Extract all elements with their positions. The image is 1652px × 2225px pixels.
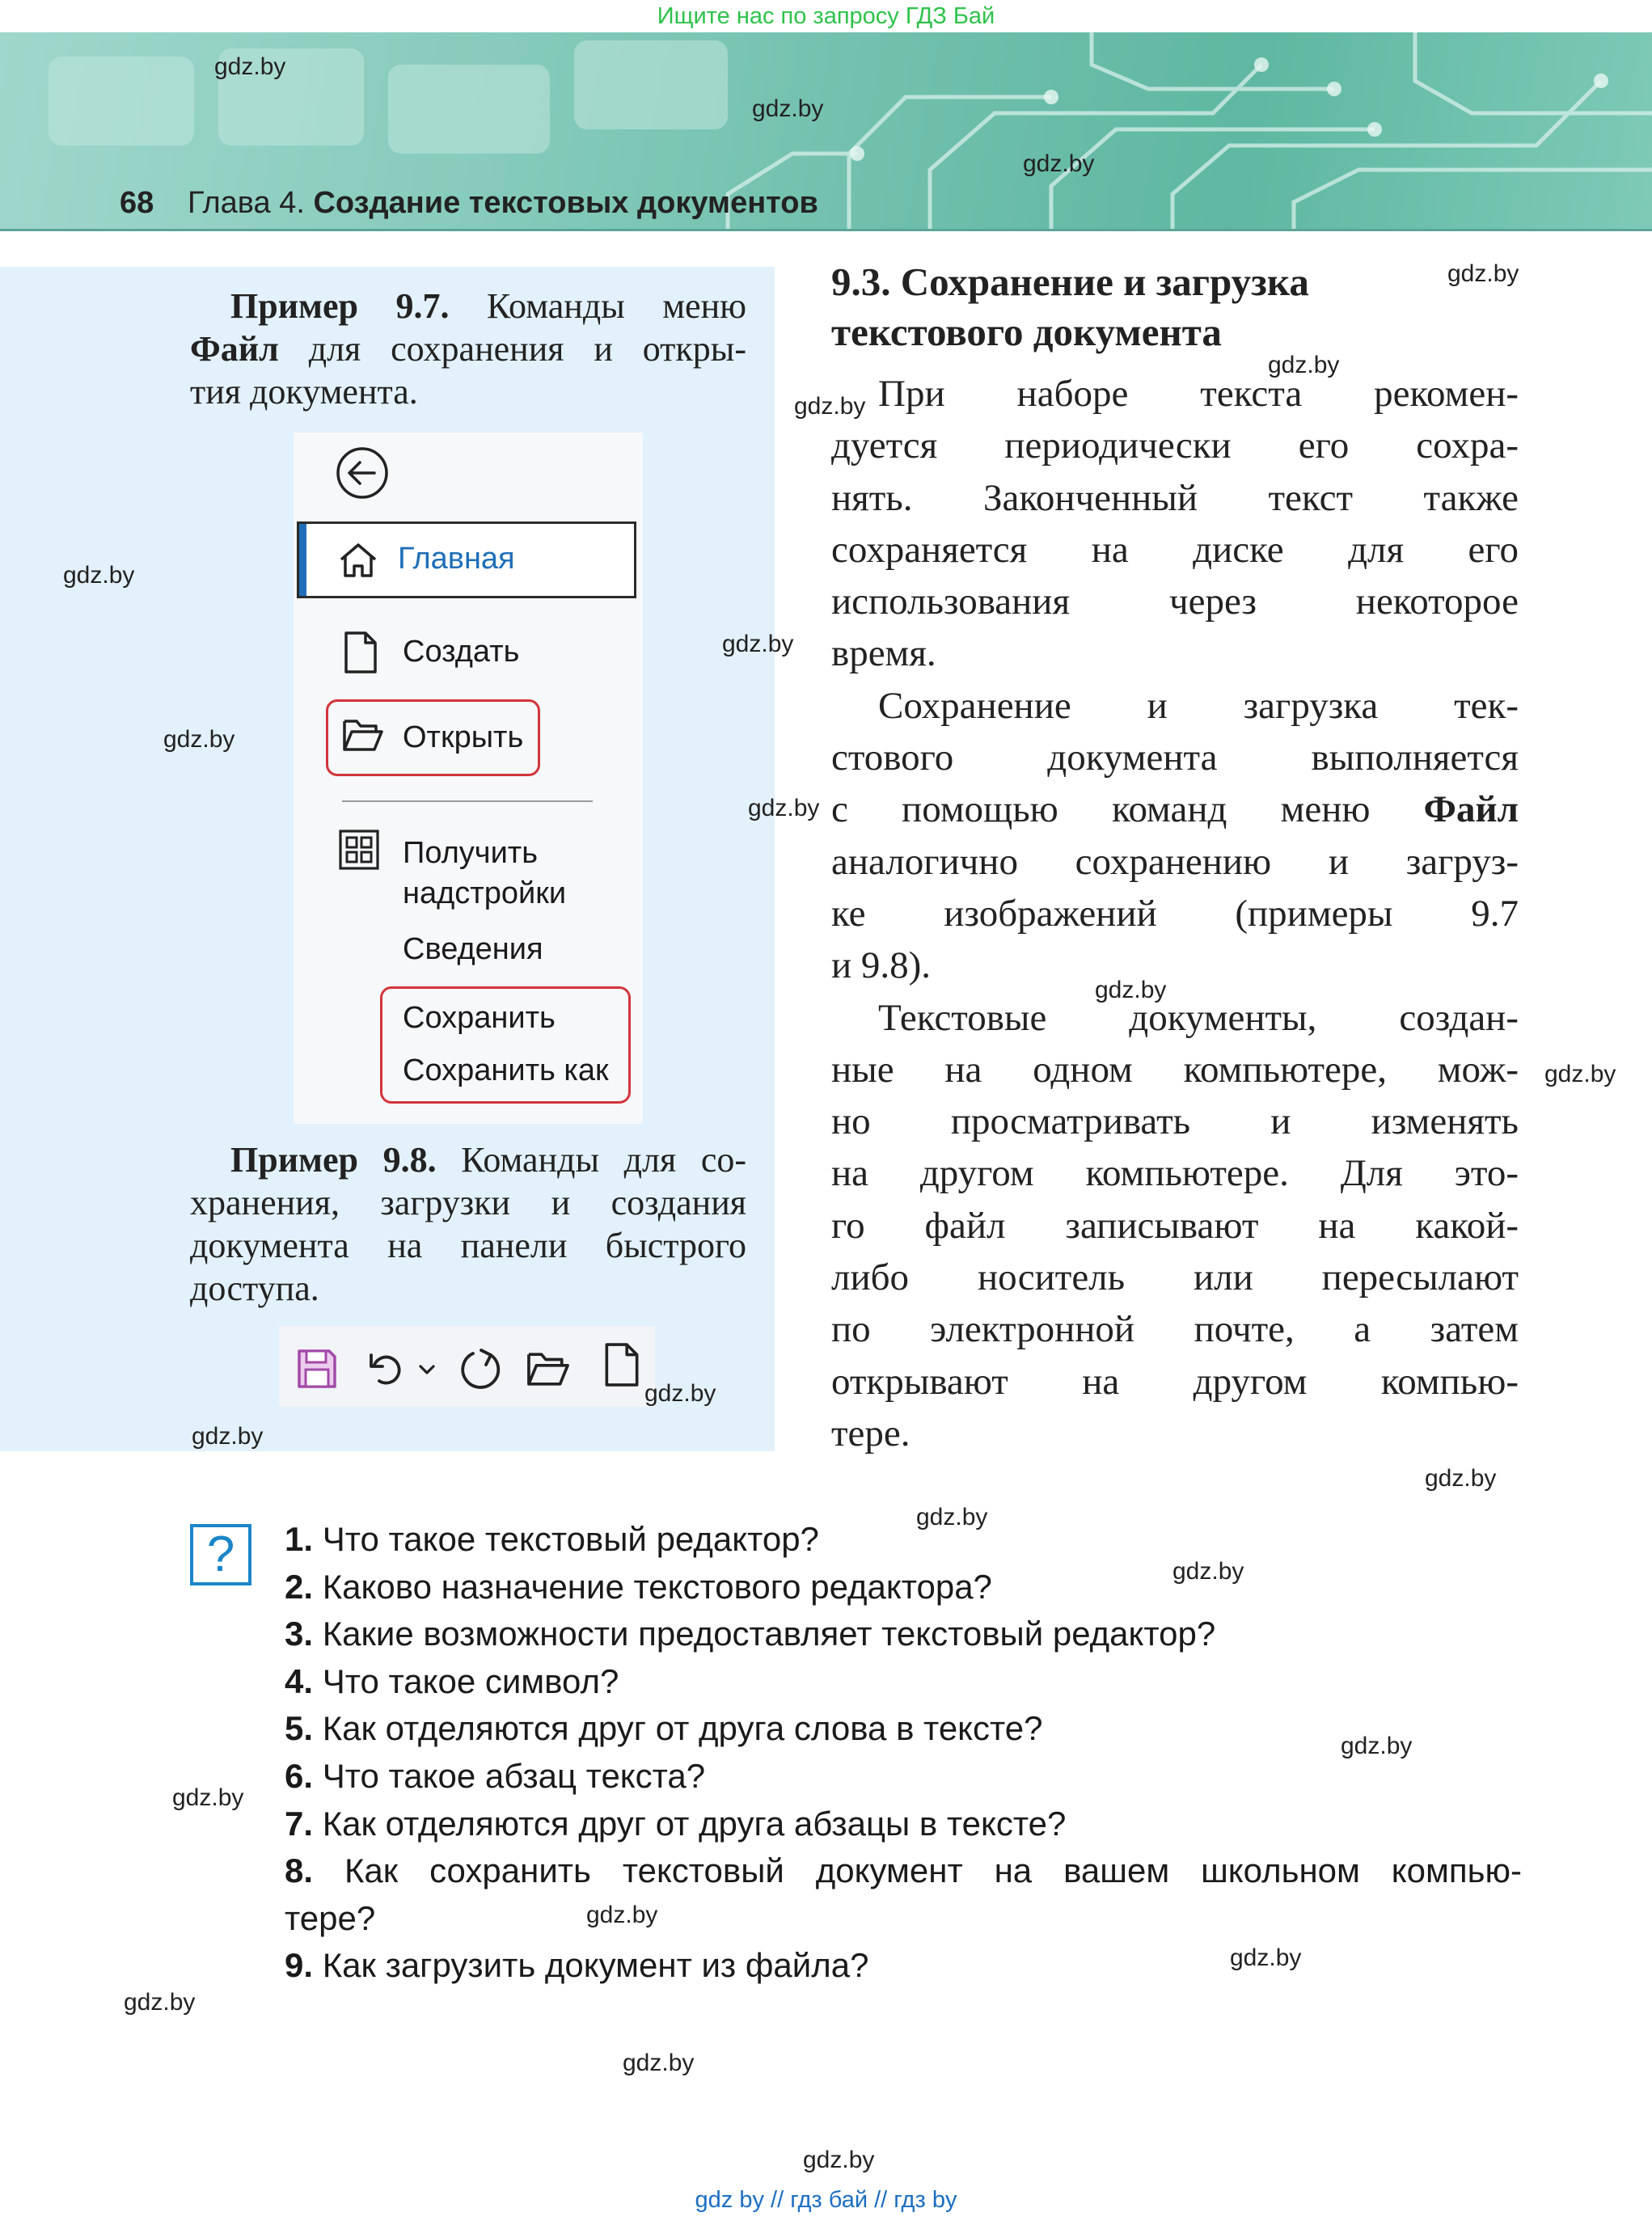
question-item [285,1942,1522,1990]
body-line: ке изображений (примеры 9.7 [831,892,1519,935]
page-number: 68 [120,186,154,220]
example-text: доступа. [190,1269,319,1308]
body-line: но просматривать и изменять [831,1100,1519,1143]
section-title-line: 9.3. Сохранение и загрузка [831,260,1309,304]
watermark: gdz.by [1447,260,1519,287]
example-text: хранения, загрузки и создания [190,1183,746,1222]
question-item [285,1658,1522,1706]
question-number: 1. [285,1520,314,1558]
body-bold-word: Файл [1423,788,1519,831]
quick-access-toolbar [279,1326,655,1407]
example-label: Пример 9.8. [230,1140,437,1180]
watermark: gdz.by [803,2147,875,2173]
question-text: Как отделяются друг от друга абзацы в тексте? [322,1804,1067,1843]
body-line: нять. Законченный текст также [831,476,1519,519]
watermark: gdz.by [722,631,794,657]
watermark: gdz.by [1023,150,1095,177]
question-item [285,1564,1522,1611]
question-text: Как отделяются друг от друга слова в тексте? [322,1709,1043,1748]
watermark: gdz.by [63,562,135,589]
footer-links[interactable]: gdz by // гдз бай // гдз by [695,2187,957,2213]
question-number: 4. [285,1661,314,1700]
body-line: тере. [831,1412,911,1454]
watermark: gdz.by [1230,1944,1302,1971]
body-line: дуется периодически его сохра- [831,424,1519,467]
body-line: на другом компьютере. Для это- [831,1152,1519,1195]
example-text: Команды для со- [461,1140,746,1180]
file-menu-screenshot [294,433,643,1124]
body-line: Сохранение и загрузка тек- [878,684,1519,727]
question-text: Какие возможности предоставляет текстовый редактор? [322,1615,1216,1653]
section-body [831,368,1519,1459]
section-title-line: текстового документа [831,310,1222,354]
example-9-8-caption [190,1138,746,1310]
example-label: Пример 9.7. [230,286,450,326]
watermark: gdz.by [644,1380,716,1407]
question-item [285,1753,1522,1801]
watermark: gdz.by [192,1423,264,1450]
menu-item-save-as[interactable]: Сохранить как [403,1053,609,1087]
question-text: Как загрузить документ из файла? [322,1946,869,1985]
watermark: gdz.by [1341,1733,1413,1759]
menu-divider [342,800,593,802]
question-item [285,1611,1522,1658]
body-line: При наборе текста рекомен- [878,373,1519,415]
menu-item-info[interactable]: Сведения [403,932,543,966]
body-line: использования через некоторое [831,581,1519,623]
menu-item-create[interactable]: Создать [403,635,520,669]
watermark: gdz.by [586,1902,658,1928]
body-line: Текстовые документы, создан- [878,996,1519,1039]
chapter-title [188,186,818,221]
selected-indicator [299,524,306,596]
question-number: 2. [285,1567,314,1606]
body-line [831,783,1519,835]
watermark: gdz.by [748,795,820,821]
watermark: gdz.by [163,726,235,753]
save-icon[interactable] [297,1349,337,1389]
menu-item-label: Главная [398,542,515,576]
question-number: 8. [285,1851,314,1890]
menu-item-label: Получить [403,836,539,870]
undo-icon[interactable] [368,1349,408,1389]
body-line: открывают на другом компью- [831,1360,1519,1403]
question-number: 3. [285,1615,314,1653]
watermark: gdz.by [1172,1558,1244,1585]
redo-icon[interactable] [458,1347,504,1392]
body-text: с помощью команд меню [831,788,1371,831]
question-number: 6. [285,1756,314,1795]
example-text: для сохранения и откры- [308,329,746,369]
watermark: gdz.by [1544,1061,1616,1087]
question-text: Что такое абзац текста? [322,1756,706,1795]
menu-item-save[interactable]: Сохранить [403,1001,556,1035]
watermark: gdz.by [214,53,286,80]
question-text: Что такое текстовый редактор? [322,1520,819,1558]
menu-item-label: надстройки [403,876,567,910]
menu-item-home[interactable] [297,521,636,598]
example-text: тия документа. [190,372,418,412]
chapter-name: Создание текстовых документов [313,186,818,220]
new-document-icon [344,631,378,674]
chapter-prefix: Глава 4. [188,186,305,220]
body-line: аналогично сохранению и загруз- [831,840,1519,883]
question-item [285,1516,1522,1564]
body-line: и 9.8). [831,944,932,987]
watermark: gdz.by [916,1504,988,1530]
addins-grid-icon [338,829,380,871]
example-text: Команды меню [486,286,746,326]
header-divider [0,229,1652,231]
body-line: стового документа выполняется [831,737,1519,779]
body-line: время. [831,632,936,675]
question-text: Каково назначение текстового редактора? [322,1567,992,1606]
menu-item-open[interactable]: Открыть [403,720,524,754]
example-9-7-caption [190,285,746,413]
new-document-icon[interactable] [604,1342,640,1387]
question-item [285,1705,1522,1753]
top-banner: Ищите нас по запросу ГДЗ Бай [657,3,995,29]
question-number: 9. [285,1946,314,1985]
watermark: gdz.by [794,393,866,420]
question-text: Что такое символ? [322,1661,619,1700]
chevron-down-icon[interactable] [418,1363,436,1376]
section-title [831,257,1559,357]
example-text: документа на панели быстрого [190,1226,746,1265]
watermark: gdz.by [752,95,824,122]
body-line: ные на одном компьютере, мож- [831,1048,1519,1091]
questions-list [285,1516,1522,1990]
watermark: gdz.by [172,1784,244,1811]
example-bold-word: Файл [190,329,279,369]
open-folder-icon[interactable] [526,1350,571,1387]
question-item-continued: тере? [285,1898,376,1937]
watermark: gdz.by [124,1989,196,2016]
home-icon [338,542,378,579]
body-line: го файл записывают на какой- [831,1204,1519,1247]
question-number: 5. [285,1709,314,1748]
question-item [285,1801,1522,1848]
question-text: Как сохранить текстовый документ на вашем школьном компью- [344,1851,1523,1890]
watermark: gdz.by [1268,352,1340,378]
body-line: либо носитель или пересылают [831,1256,1519,1299]
watermark: gdz.by [1095,977,1167,1003]
question-number: 7. [285,1804,314,1843]
question-item [285,1847,1522,1895]
question-icon: ? [190,1524,251,1585]
watermark: gdz.by [623,2050,695,2076]
watermark: gdz.by [1425,1465,1497,1492]
menu-item-get-addins[interactable] [403,833,566,914]
body-line: сохраняется на диске для его [831,528,1519,571]
back-arrow-icon[interactable] [334,445,391,501]
open-folder-icon [342,717,384,753]
body-line: по электронной почте, а затем [831,1308,1519,1351]
